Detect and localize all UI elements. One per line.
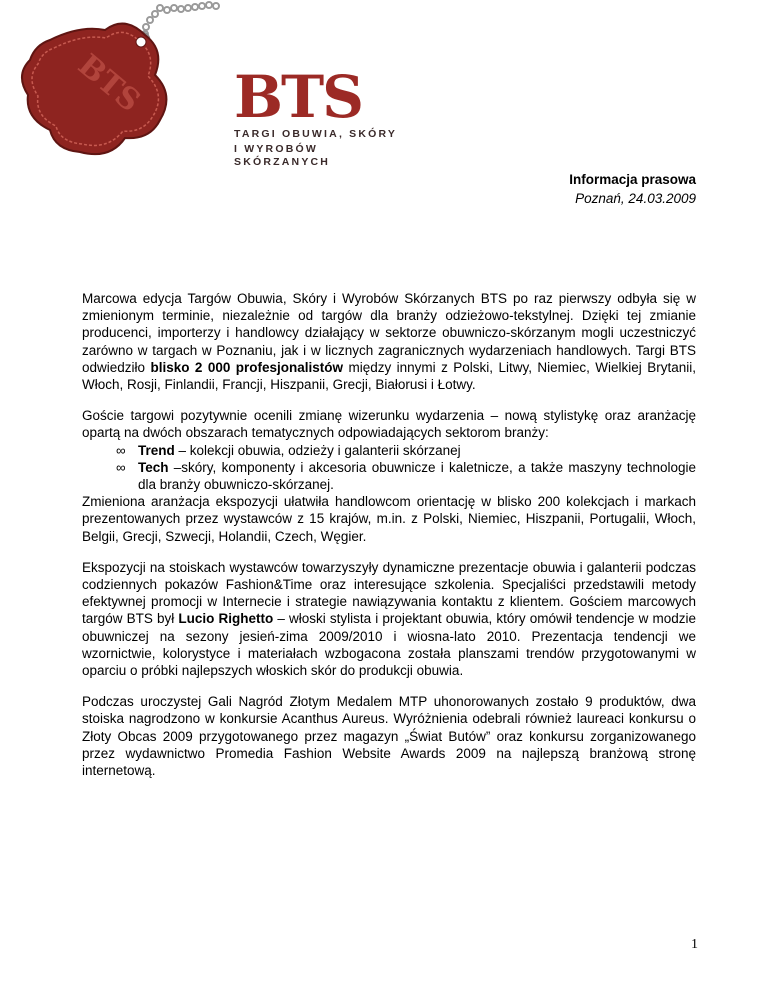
p3-text-a: Ekspozycji na stoiskach wystawców towarzyszyły dynamiczne prezentacje obuwia i galanterii podczas codziennych pokazów Fashion&Time oraz interesujące szkolenia. Specjaliści przedstawili metody efektywnej promocji w Internecie i strategie nawiązywania kontaktu z klientem. Gościem marcowych targów BTS był bbox=[82, 559, 696, 627]
bts-logo bbox=[234, 63, 414, 168]
bullet-bold: Tech bbox=[138, 459, 169, 475]
list-item bbox=[82, 459, 696, 493]
paragraph-3 bbox=[82, 559, 696, 679]
press-date: Poznań, 24.03.2009 bbox=[575, 191, 696, 206]
list-item bbox=[82, 442, 696, 459]
p1-bold: blisko 2 000 profesjonalistów bbox=[150, 359, 344, 375]
paragraph-2-outro: Zmieniona aranżacja ekspozycji ułatwiła handlowcom orientację w blisko 200 kolekcjach i markach prezentowanych przez wystawców z 15 krajów, m.in. z Polski, Niemiec, Hiszpanii, Portugalii, Włoch, Belgii, Grecji, Szwecji, Holandii, Czech, Węgier. bbox=[82, 494, 696, 544]
bullet-text: – kolekcji obuwia, odzieży i galanterii skórzanej bbox=[174, 442, 461, 458]
logo-subtitle-line2: I WYROBÓW SKÓRZANYCH bbox=[234, 143, 331, 168]
paragraph-2-intro: Goście targowi pozytywnie ocenili zmianę wizerunku wydarzenia – nową stylistykę oraz aranżację opartą na dwóch obszarach tematycznych odpowiadających sektorom branży: bbox=[82, 408, 696, 441]
paragraph-4: Podczas uroczystej Gali Nagród Złotym Medalem MTP uhonorowanych zostało 9 produktów, dwa stoiska nagrodzono w konkursie Acanthus Aureus. Wyróżnienia odebrali również laureaci konkursu o Złoty Obcas 2009 przygotowanego przez magazyn „Świat Butów” oraz konkursu zorganizowanego przez wydawnictwo Promedia Fashion Website Awards 2009 na najlepszą branżową stronę internetową. bbox=[82, 694, 696, 779]
p3-text-b: – włoski stylista i projektant obuwia, który omówił tendencje w modzie obuwniczej na sezony jesień-zima 2009/2010 i wiosna-lato 2010. Prezentacja tendencji we wzornictwie, kolorystyce i materiałach wzbogacona została planszami trendów przygotowanymi w oparciu o próbki najlepszych włoskich skór do produkcji obuwia. bbox=[82, 611, 696, 679]
p1-text-b: między innymi z Polski, Litwy, Niemiec, Wielkiej Brytanii, Włoch, Rosji, Finlandii, Francji, Hiszpanii, Grecji, Białorusi i Łotwy. bbox=[82, 359, 696, 393]
page-number: 1 bbox=[691, 937, 698, 952]
press-header bbox=[569, 170, 696, 208]
bullet-text: –skóry, komponenty i akcesoria obuwnicze i kaletnicze, a także maszyny technologie dla branży obuwniczo-skórzanej. bbox=[138, 459, 696, 493]
svg-text:BTS: BTS bbox=[71, 47, 147, 120]
logo-mark: BTS bbox=[234, 63, 363, 131]
press-title: Informacja prasowa bbox=[569, 172, 696, 187]
sector-list bbox=[82, 442, 696, 494]
p3-bold: Lucio Righetto bbox=[178, 611, 274, 627]
p1-text-a: Marcowa edycja Targów Obuwia, Skóry i Wyrobów Skórzanych BTS po raz pierwszy odbyła się w zmienionym terminie, niezależnie od targów dla branży odzieżowo-tekstylnej. Dzięki tej zmianie producenci, importerzy i handlowcy działający w sektorze obuwniczo-skórzanym mogli uczestniczyć zarówno w targach w Poznaniu, jak i w licznych zagranicznych wydarzeniach handlowych. Targi BTS odwiedziło bbox=[82, 291, 696, 375]
infinity-bullet-icon: ∞ bbox=[116, 442, 126, 458]
paragraph-1 bbox=[82, 290, 696, 393]
leather-tag-icon bbox=[10, 0, 230, 170]
bullet-bold: Trend bbox=[138, 442, 175, 458]
infinity-bullet-icon: ∞ bbox=[116, 459, 126, 475]
article-body bbox=[82, 290, 696, 793]
logo-subtitle-line1: TARGI OBUWIA, SKÓRY bbox=[234, 128, 398, 140]
